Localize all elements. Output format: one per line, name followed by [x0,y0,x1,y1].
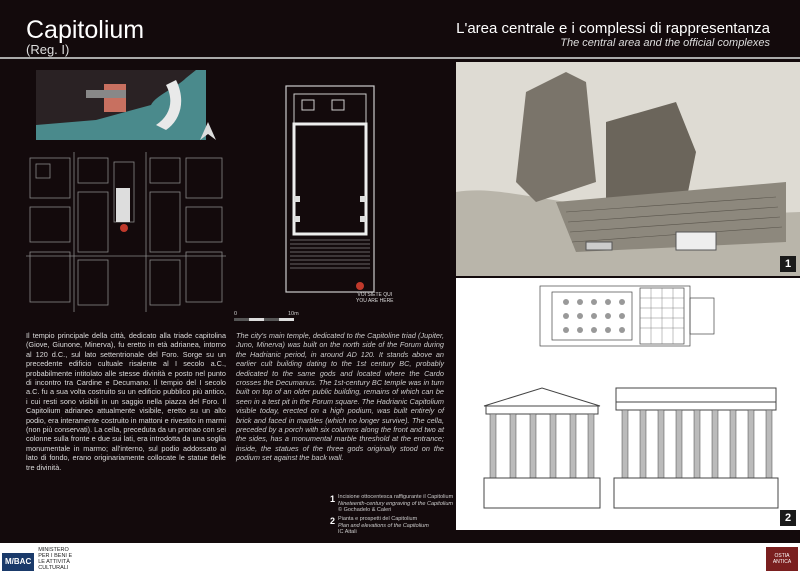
ostia-line-2: ANTICA [772,559,792,565]
you-are-here-label [356,292,394,304]
caption-1 [330,494,454,514]
ministry-line-4: CULTURALI [38,565,69,571]
mibac-mark: M/BAC [2,553,34,571]
plate-1-number: 1 [780,256,796,272]
page-subtitle: (Reg. I) [26,42,70,57]
you-are-here-marker-icon [356,282,364,290]
caption-1-it: Incisione ottocentesca raffigurante il Capitolium [338,494,454,500]
caption-1-credit: © Gochadelo & Caleri [338,507,392,513]
header-divider [0,57,800,59]
mibac-logo [2,547,72,571]
scale-end: 10m [288,311,299,317]
scale-bar [234,318,294,324]
ministry-line-3: LE ATTIVITÀ [38,559,70,565]
drawings-plate [456,278,800,530]
site-plan [26,152,226,312]
caption-2-number: 2 [330,516,336,526]
ministry-line-1: MINISTERO [38,547,69,553]
temple-drawings [456,278,800,530]
you-are-here-en: YOU ARE HERE [356,298,394,304]
temple-plan [280,84,380,294]
engraving-plate [456,62,800,276]
engraving-image [456,62,800,276]
caption-1-number: 1 [330,494,336,504]
ostia-antica-logo [766,547,798,571]
caption-2-it: Pianta e prospetti del Capitolium [338,516,418,522]
location-marker-icon [120,224,128,232]
ministry-line-2: PER I BENI E [38,553,73,559]
description-italian: Il tempio principale della città, dedicato alla triade capitolina (Giove, Giunone, Minerva), fu eretto in età adrianea, intorno al 120 d.C., sul lato settentrionale del Foro. Sorge su un precedente edificio cultuale risalente al I secolo a.C., probabilmente intitolato alle stesse divinità e posto nel punto di incontro tra Cardine e Decumano. Il tempio del I secolo a.C. fu a sua volta costruito su un edificio pubblico più antico, i cui resti sono visibili in un saggio nella piazza del Foro. Il Capitolium adrianeo attualmente visibile, eretto su un alto podio, era interamente costruito in mattoni e rivestito in marmi (non più conservati). La cella, preceduta da un pronao con sei colonne sulla fronte e due sui lati, era introdotta da una soglia monumentale in marmo; all'interno, sul podio addossato al lato di fondo, erano originariamente collocate le statue delle tre divinità. [26,331,226,472]
north-arrow-icon [196,120,220,144]
you-are-here-it: VOI SIETE QUI [357,292,393,298]
caption-2-en: Plan and elevations of the Capitolium [338,522,429,529]
caption-2-credit: IC Aitali [338,529,357,535]
footer-bar [0,543,800,573]
section-title-it: L'area centrale e i complessi di rappresentanza [456,20,770,37]
plate-2-number: 2 [780,510,796,526]
scale-start: 0 [234,311,238,317]
page-title: Capitolium [26,16,145,44]
caption-1-en: Nineteenth-century engraving of the Capitolium [338,500,453,507]
caption-2 [330,516,454,536]
section-title-en: The central area and the official complexes [560,37,770,49]
ostia-line-1: OSTIA [774,553,790,559]
description-english: The city's main temple, dedicated to the Capitoline triad (Jupiter, Juno, Minerva) was built on the north side of the Forum during the Hadrianic period, in around AD 120. It stands above an earlier cult building dating to the 1st century BC, probably dedicated to the same gods and located where the Cardo crosses the Decumanus. The 1st-century BC temple was in turn built on top of an older public building, remains of which can be seen in a test pit in the Forum square. The Hadrianic Capitolium visible today, erected on a high podium, was built entirely of brick and faced in marbles (which no longer survive). The cella, preceded by a porch with six columns along the front and two at the sides, has a monumental marble threshold at the entrance; inside, the statues of the three gods originally stood on the podium set against the back wall. [236,331,444,463]
location-map [36,70,206,140]
